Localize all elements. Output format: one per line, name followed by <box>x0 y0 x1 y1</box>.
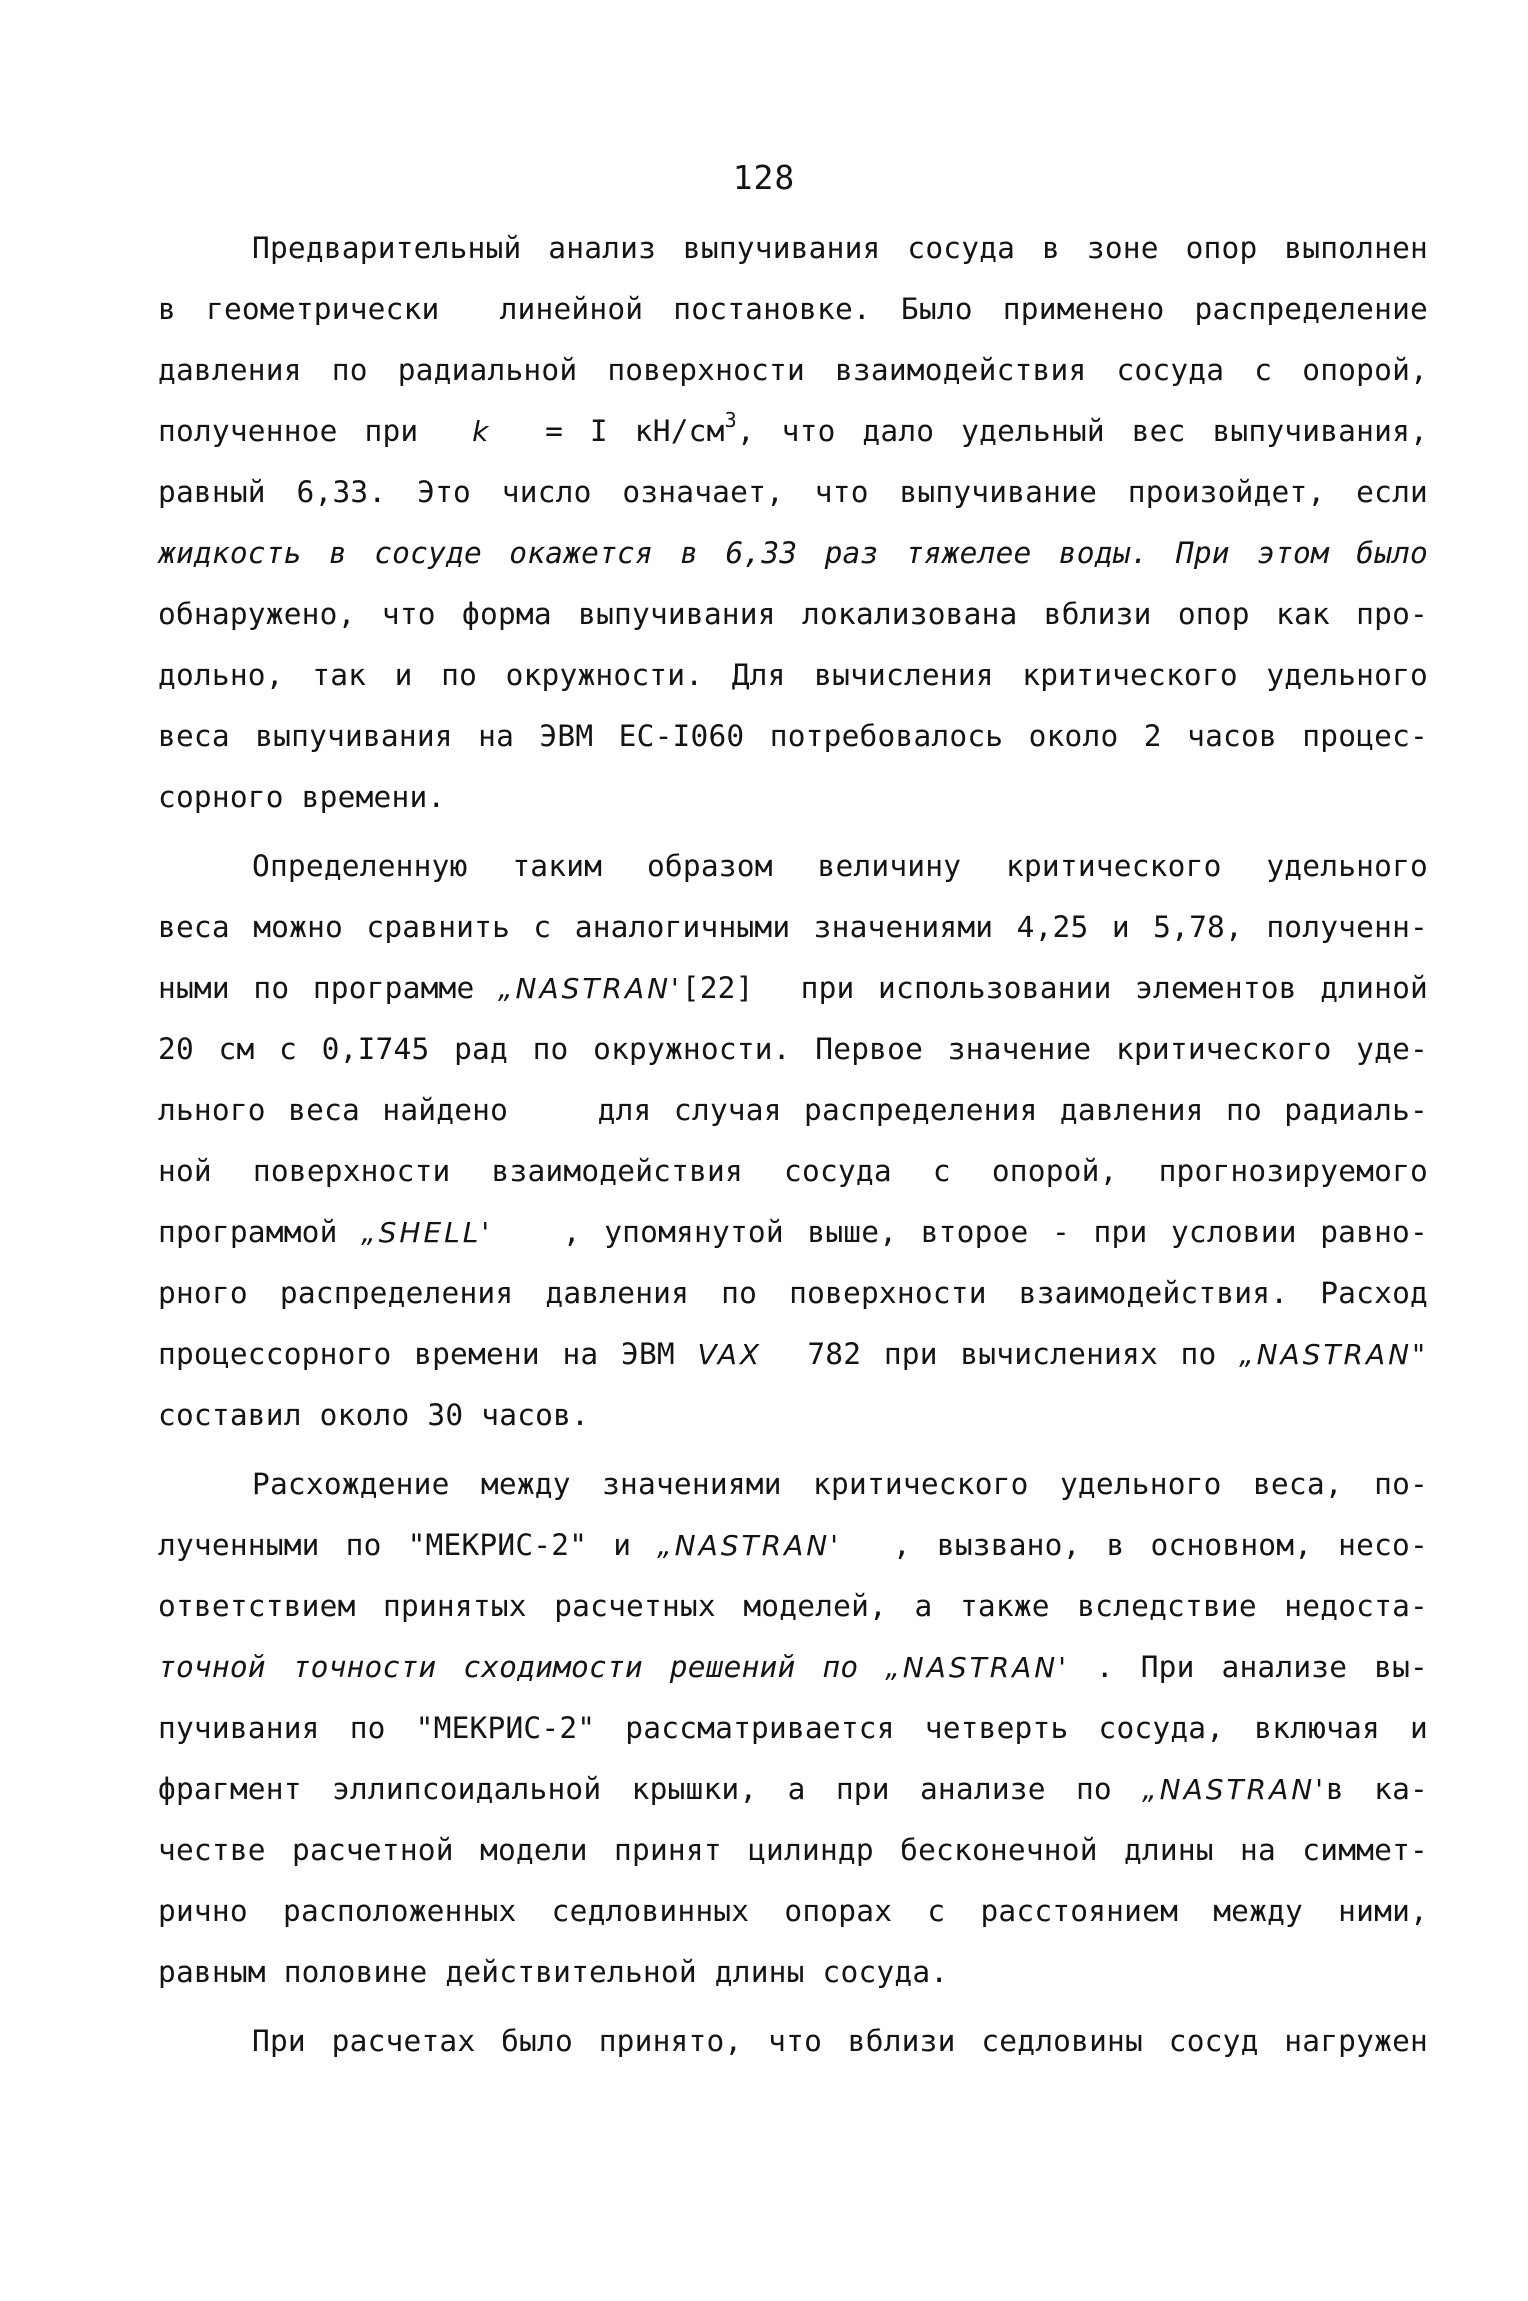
body-text <box>158 218 1428 2072</box>
superscript: 3 <box>724 408 737 432</box>
text-segment: веса выпучивания на ЭВМ ЕС-I060 потребовалось около 2 часов процес- <box>158 719 1428 753</box>
text-segment: = I кН/см <box>491 414 725 448</box>
handwritten-insert: „NASTRAN" <box>1239 1338 1428 1371</box>
text-line <box>158 1324 1428 1385</box>
text-segment: 20 см с 0,I745 рад по окружности. Первое значение критического уде- <box>158 1032 1428 1066</box>
text-line <box>158 1454 1428 1515</box>
text-line <box>158 1942 1428 2003</box>
text-segment: дольно, так и по окружности. Для вычисления критического удельного <box>158 658 1428 692</box>
text-segment: в ка- <box>1325 1772 1428 1806</box>
text-line <box>158 767 1428 828</box>
text-segment: , вызвано, в основном, несо- <box>840 1528 1428 1562</box>
handwritten-insert: VAX <box>697 1338 763 1371</box>
text-segment: ной поверхности взаимодействия сосуда с опорой, прогнозируемого <box>158 1154 1428 1188</box>
text-segment: льного веса найдено для случая распределения давления по радиаль- <box>158 1093 1428 1127</box>
text-segment: фрагмент эллипсоидальной крышки, а при анализе по <box>158 1772 1143 1806</box>
text-line <box>158 584 1428 645</box>
text-line <box>158 401 1428 462</box>
text-segment: лученными по "МЕКРИС-2" и <box>158 1528 658 1562</box>
text-segment: 782 при вычислениях по <box>762 1337 1240 1371</box>
text-segment: программой <box>158 1215 362 1249</box>
text-segment: сорного времени. <box>158 780 446 814</box>
text-line <box>158 218 1428 279</box>
page-number: 128 <box>732 158 796 197</box>
text-line <box>158 2011 1428 2072</box>
handwritten-insert: „NASTRAN' <box>657 1529 841 1562</box>
text-line <box>158 1698 1428 1759</box>
text-segment: [22] при использовании элементов длиной <box>681 971 1428 1005</box>
text-segment: точной точности сходимости решений по <box>158 1650 886 1684</box>
text-segment: пучивания по "МЕКРИС-2" рассматривается четверть сосуда, включая и <box>158 1711 1428 1745</box>
text-segment: При расчетах было принято, что вблизи седловины сосуд нагружен <box>252 2024 1428 2058</box>
text-line <box>158 1759 1428 1820</box>
text-line <box>158 1881 1428 1942</box>
handwritten-insert: „NASTRAN' <box>885 1651 1069 1684</box>
text-segment: честве расчетной модели принят цилиндр бесконечной длины на симмет- <box>158 1833 1428 1867</box>
text-segment: равный 6,33. Это число означает, что выпучивание произойдет, если <box>158 475 1428 509</box>
text-line <box>158 1515 1428 1576</box>
handwritten-insert: „NASTRAN' <box>1142 1773 1326 1806</box>
text-line <box>158 1202 1428 1263</box>
paragraph <box>158 2011 1428 2072</box>
text-line <box>158 836 1428 897</box>
text-segment: Расхождение между значениями критического удельного веса, по- <box>252 1467 1428 1501</box>
text-line <box>158 645 1428 706</box>
text-line <box>158 1637 1428 1698</box>
text-line <box>158 1080 1428 1141</box>
text-segment: Предварительный анализ выпучивания сосуда в зоне опор выполнен <box>252 231 1428 265</box>
text-segment: веса можно сравнить с аналогичными значениями 4,25 и 5,78, полученн- <box>158 910 1428 944</box>
text-segment: рного распределения давления по поверхности взаимодействия. Расход <box>158 1276 1428 1310</box>
text-segment: равным половине действительной длины сосуда. <box>158 1955 949 1989</box>
paragraph <box>158 836 1428 1446</box>
text-line <box>158 1019 1428 1080</box>
text-segment: давления по радиальной поверхности взаимодействия сосуда с опорой, <box>158 353 1428 387</box>
text-segment: процессорного времени на ЭВМ <box>158 1337 698 1371</box>
text-line <box>158 1263 1428 1324</box>
paragraph <box>158 1454 1428 2003</box>
text-line <box>158 958 1428 1019</box>
text-line <box>158 1820 1428 1881</box>
text-segment: . При анализе вы- <box>1068 1650 1429 1684</box>
text-segment: обнаружено, что форма выпучивания локализована вблизи опор как про- <box>158 597 1428 631</box>
text-line <box>158 523 1428 584</box>
text-segment: ными по программе <box>158 971 498 1005</box>
text-segment: полученное при <box>158 414 473 448</box>
text-segment: составил около 30 часов. <box>158 1398 590 1432</box>
text-line <box>158 1141 1428 1202</box>
text-segment: Определенную таким образом величину критического удельного <box>252 849 1428 883</box>
handwritten-insert: „NASTRAN' <box>498 972 682 1005</box>
paragraph <box>158 218 1428 828</box>
text-line <box>158 706 1428 767</box>
text-line <box>158 1385 1428 1446</box>
handwritten-insert: „SHELL' <box>361 1216 493 1249</box>
text-segment: рично расположенных седловинных опорах с расстоянием между ними, <box>158 1894 1428 1928</box>
text-line <box>158 279 1428 340</box>
text-segment: в геометрически линейной постановке. Было применено распределение <box>158 292 1428 326</box>
text-line <box>158 462 1428 523</box>
text-line <box>158 897 1428 958</box>
text-segment: ответствием принятых расчетных моделей, а также вследствие недоста- <box>158 1589 1428 1623</box>
text-line <box>158 1576 1428 1637</box>
text-segment: , упомянутой выше, второе - при условии равно- <box>492 1215 1428 1249</box>
text-line <box>158 340 1428 401</box>
handwritten-insert: k <box>472 415 492 448</box>
text-segment: , что дало удельный вес выпучивания, <box>736 414 1428 448</box>
text-segment: жидкость в сосуде окажется в 6,33 раз тяжелее воды. При этом было <box>158 536 1428 570</box>
